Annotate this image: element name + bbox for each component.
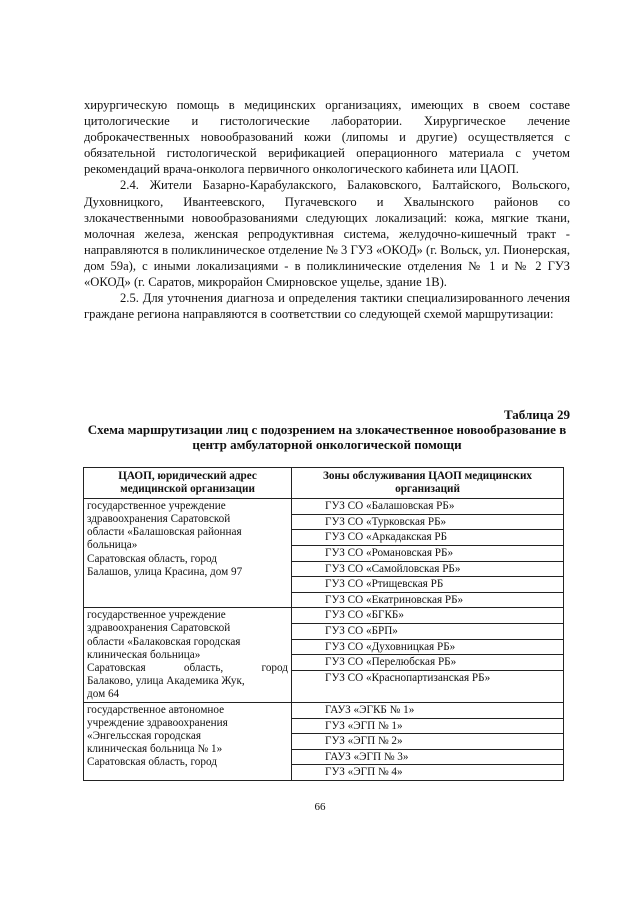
org-line: области «Балашовская районная (87, 526, 242, 539)
org-line: Саратовская область, город (87, 756, 217, 769)
zone-item: ГАУЗ «ЭГП № 3» (292, 750, 563, 766)
table-header-row (84, 468, 564, 499)
zone-item: ГУЗ «ЭГП № 4» (325, 766, 403, 779)
org-cell (84, 499, 292, 608)
table-row (84, 499, 564, 608)
org-line: Балаково, улица Академика Жук, (87, 674, 245, 687)
zone-item: ГУЗ «ЭГП № 1» (292, 719, 563, 735)
org-line: государственное учреждение (87, 500, 226, 513)
zone-item: ГУЗ СО «Краснопартизанская РБ» (325, 671, 491, 684)
org-line (87, 662, 288, 675)
org-line: «Энгельсская городская (87, 730, 201, 743)
zone-item: ГУЗ СО «Романовская РБ» (292, 546, 563, 562)
org-line: больница» (87, 539, 138, 552)
zones-cell (292, 703, 564, 781)
zone-item: ГУЗ СО «Екатриновская РБ» (325, 593, 464, 606)
zone-item: ГУЗ СО «Аркадакская РБ (292, 530, 563, 546)
zones-cell (292, 499, 564, 608)
paragraph-2-4: 2.4. Жители Базарно-Карабулакского, Балаковского, Балтайского, Вольского, Духовницкого, Ивантеевского, Пугачевского и Хвалынского районов со злокачественными новообразованиями следующих локализаций: кожа, мягкие ткани, молочная железа, женская репродуктивная система, желудочно-кишечный тракт - направляются в поликлиническое отделение № 3 ГУЗ «ОКОД» (г. Вольск, ул. Пионерская, дом 59а), с иными локализациями - в поликлинические отделения № 1 и № 2 ГУЗ «ОКОД» (г. Саратов, микрорайон Смирновское ущелье, здание 1В). (84, 178, 570, 290)
zone-item: ГУЗ СО «Самойловская РБ» (292, 562, 563, 578)
zone-item: ГУЗ СО «Турковская РБ» (292, 515, 563, 531)
body-text (84, 97, 570, 322)
org-cell (84, 608, 292, 703)
org-line: государственное автономное (87, 704, 225, 716)
org-line: здравоохранения Саратовской (87, 513, 231, 526)
org-line: учреждение здравоохранения (87, 717, 228, 730)
org-line: Саратовская область, город (87, 552, 217, 565)
zone-item: ГАУЗ «ЭГКБ № 1» (292, 703, 563, 719)
zone-item: ГУЗ СО «Ртищевская РБ (292, 577, 563, 593)
zone-item: ГУЗ СО «БРП» (292, 624, 563, 640)
zone-item: ГУЗ СО «БГКБ» (292, 608, 563, 624)
zone-item: ГУЗ СО «Духовницкая РБ» (292, 640, 563, 656)
org-line: клиническая больница № 1» (87, 743, 223, 756)
header-caop: ЦАОП, юридический адрес медицинской организации (84, 468, 292, 499)
org-word: город (261, 661, 288, 674)
org-word: область, (183, 661, 224, 674)
zone-item: ГУЗ «ЭГП № 2» (292, 734, 563, 750)
org-line: клиническая больница» (87, 648, 201, 661)
table-row (84, 703, 564, 781)
org-line: Балашов, улица Красина, дом 97 (87, 565, 243, 578)
paragraph-1: хирургическую помощь в медицинских организациях, имеющих в своем составе цитологические и гистологические лаборатории. Хирургическое лечение доброкачественных новообразований кожи (липомы и другие) осуществляется с обязательной гистологической верификацией операционного материала с учетом рекомендаций врача-онколога первичного онкологического кабинета или ЦАОП. (84, 98, 570, 177)
org-line: дом 64 (87, 687, 120, 700)
org-line: государственное учреждение (87, 609, 226, 622)
routing-table (83, 467, 564, 781)
table-title: Схема маршрутизации лиц с подозрением на злокачественное новообразование в центр амбулаторной онкологической помощи (87, 422, 567, 452)
org-line: здравоохранения Саратовской (87, 622, 231, 635)
org-word: Саратовская (87, 661, 146, 674)
table-row (84, 608, 564, 703)
zones-cell (292, 608, 564, 703)
page-number: 66 (314, 801, 326, 813)
zone-item: ГУЗ СО «Балашовская РБ» (292, 499, 563, 515)
org-cell (84, 703, 292, 781)
org-line: области «Балаковская городская (87, 635, 241, 648)
table-number: Таблица 29 (503, 407, 570, 422)
zone-item: ГУЗ СО «Перелюбская РБ» (292, 655, 563, 671)
paragraph-2-5: 2.5. Для уточнения диагноза и определения тактики специализированного лечения граждане региона направляются в соответствии со следующей схемой маршрутизации: (84, 291, 570, 322)
header-zones: Зоны обслуживания ЦАОП медицинских организаций (292, 468, 564, 499)
